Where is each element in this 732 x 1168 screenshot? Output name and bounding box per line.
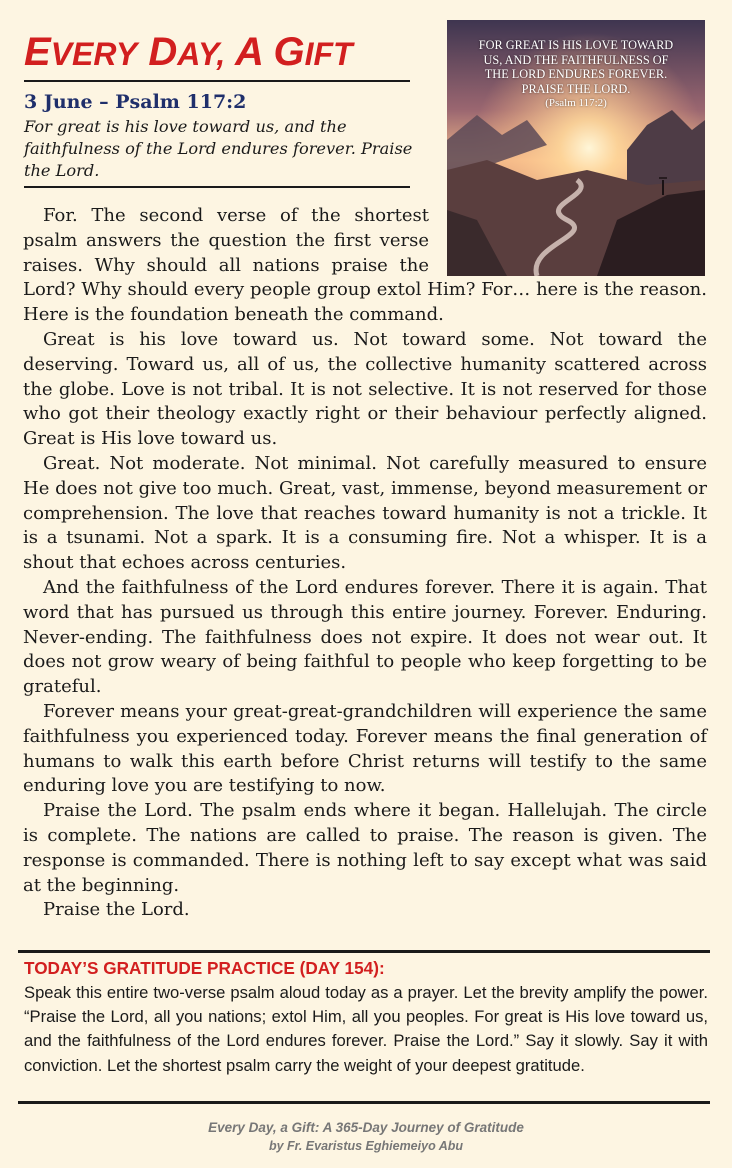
page-title [24,24,424,82]
reflection-paragraph: And the faithfulness of the Lord endures forever. There it is again. That word that has pursued us through this entire journey. Forever. Enduring. Never-ending. The faithfulness does not expire. It does not wear out. It does not grow weary of being faithful to people who keep forgetting to be grateful. [23,576,707,698]
reflection-paragraph: Forever means your great-great-grandchildren will experience the same faithfulness you experienced today. Forever means the final generation of humans to walk this earth before Christ returns will testify to the same enduring love you are testifying to now. [23,700,707,797]
practice-top-divider [18,950,710,953]
reflection-paragraph: Great. Not moderate. Not minimal. Not carefully measured to ensure He does not give too much. Great, vast, immense, beyond measurement or comprehension. The love that reaches toward humanity is not a trickle. It is a tsunami. Not a spark. It is a consuming fire. Not a whisper. It is a shout that echoes across centuries. [23,452,707,574]
title-rest: AY, [177,36,226,72]
date-reference: 3 June – Psalm 117:2 [24,91,247,113]
practice-heading: TODAY’S GRATITUDE PRACTICE (DAY 154): [24,958,385,978]
reflection-paragraph: Praise the Lord. [43,899,190,921]
caption-citation: (Psalm 117:2) [545,97,607,109]
reflection-body [23,204,707,923]
title-rest: IFT [304,36,353,72]
title-initial: E [24,30,51,74]
caption-line: PRAISE THE LORD. [521,81,631,96]
photo-caption [447,38,705,111]
title-initial: G [273,30,305,74]
caption-line: FOR GREAT IS HIS LOVE TOWARD [478,38,674,52]
image-float-spacer [429,204,707,276]
title-rest: VERY [50,36,138,72]
verse-divider [24,186,410,188]
title-initial: A [234,30,263,74]
practice-text: Speak this entire two-verse psalm aloud today as a prayer. Let the brevity amplify the power. “Praise the Lord, all you nations; extol Him, all you peoples. For great is His love toward us, and the faithfulness of the Lord endures forever. Praise the Lord.” Say it slowly. Say it with conviction. Let the shortest psalm carry the weight of your deepest gratitude. [24,983,708,1075]
caption-line: THE LORD ENDURES FOREVER. [484,67,668,81]
footer-author: by Fr. Evaristus Eghiemeiyo Abu [268,1139,464,1153]
caption-line: US, AND THE FAITHFULNESS OF [483,52,669,67]
reflection-paragraph: Great is his love toward us. Not toward some. Not toward the deserving. Toward us, all of us, the collective humanity scattered across the globe. Love is not tribal. It is not selective. It is not reserved for those who got their theology exactly right or their behaviour perfectly aligned. Great is His love toward us. [23,328,707,450]
footer-book-title: Every Day, a Gift: A 365-Day Journey of Gratitude [208,1120,524,1135]
title-divider [24,80,410,82]
book-footer [0,1118,732,1156]
reflection-paragraph: Praise the Lord. The psalm ends where it began. Hallelujah. The circle is complete. The nations are called to praise. The reason is given. The response is commanded. There is nothing left to say except what was said at the beginning. [23,800,707,896]
verse-text: For great is his love toward us, and the faithfulness of the Lord endures forever. Praise the Lord. [24,117,413,180]
practice-bottom-divider [18,1101,710,1104]
title-initial: D [148,30,178,74]
reflection-paragraph: For. The second verse of the shortest psalm answers the question the first verse raises. Why should all nations praise the Lord? Why should every people group extol Him? For… here is the reason. Here is the foundation beneath the command. [23,205,707,326]
